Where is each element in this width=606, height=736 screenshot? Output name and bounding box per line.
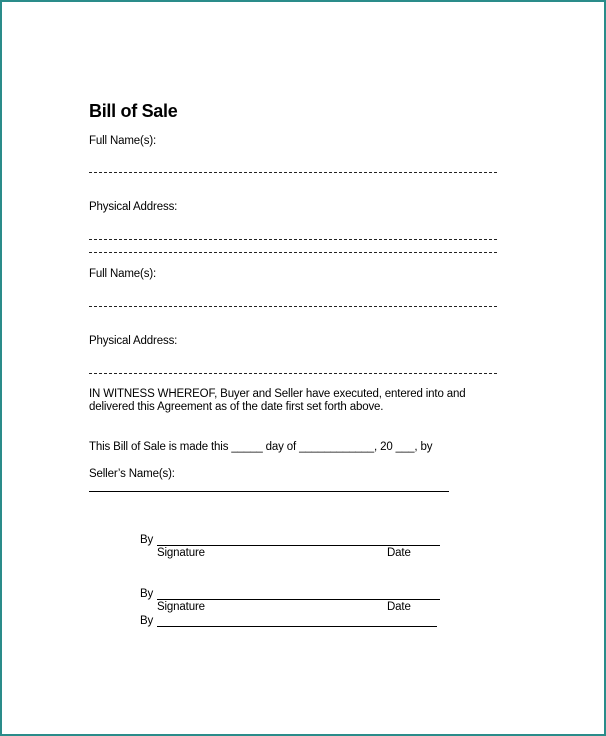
by-label: By [140,534,154,546]
witness-clause-line-1: IN WITNESS WHEREOF, Buyer and Seller have executed, entered into and [89,388,466,400]
buyer-name-label: Full Name(s): [89,135,157,147]
signature-line [157,599,440,600]
by-label: By [140,615,154,627]
signature-label: Signature [157,547,205,559]
buyer-address-line-1 [89,239,497,240]
witness-clause-line-2: delivered this Agreement as of the date first set forth above. [89,401,384,413]
signature-line [157,545,440,546]
document-title: Bill of Sale [89,101,178,121]
sellers-name-line [89,491,449,492]
seller-address-label: Physical Address: [89,335,178,347]
seller-name-line [89,306,497,307]
by-label: By [140,588,154,600]
buyer-name-line [89,172,497,173]
buyer-address-label: Physical Address: [89,201,178,213]
signature-label: Signature [157,601,205,613]
seller-name-label: Full Name(s): [89,268,157,280]
buyer-address-line-2 [89,252,497,253]
sellers-name-label: Seller’s Name(s): [89,468,175,480]
signature-line [157,626,437,627]
made-this-clause: This Bill of Sale is made this _____ day of ____________, 20 ___, by [89,441,433,453]
date-label: Date [387,547,411,559]
date-label: Date [387,601,411,613]
seller-address-line [89,373,497,374]
